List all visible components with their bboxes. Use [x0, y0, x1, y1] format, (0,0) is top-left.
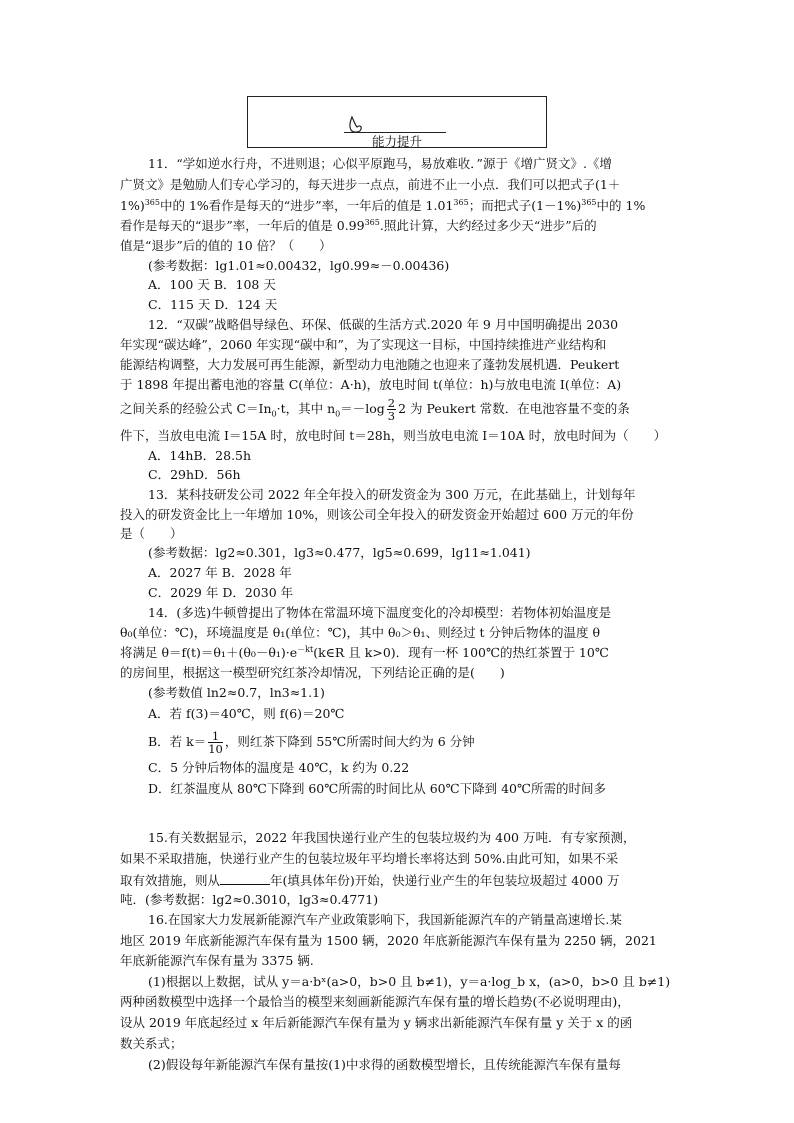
q16-part1-line-1: (1)根据以上数据，试从 y＝a·bˣ(a>0，b>0 且 b≠1)，y＝a·log_b x，(a>0，b>0 且 b≠1) [148, 974, 671, 989]
q12-line-4: 于 1898 年提出蓄电池的容量 C(单位：A·h)，放电时间 t(单位：h)与放电电流 I(单位：A) [120, 377, 622, 392]
q16-line-3: 年底新能源汽车保有量为 3375 辆. [120, 953, 314, 968]
q11-line-3: 1%)$^{365}$中的 1%看作是每天的“进步”率，一年后的值是 1.01$^{365}$；而把式子$(1-1\%)^{365}$中的 1% [120, 197, 646, 213]
q14-line-2: θ₀(单位：℃)，环境温度是 θ₁(单位：℃)，其中 θ₀＞θ₁、则经过 t 分钟后物体的温度 θ [120, 625, 601, 640]
q16-line-2: 地区 2019 年底新能源汽车保有量为 1500 辆，2020 年底新能源汽车保有量为 2250 辆，2021 [120, 933, 657, 948]
q15-line-1: 15.有关数据显示，2022 年我国快递行业产生的包装垃圾约为 400 万吨．有专家预测， [148, 830, 636, 845]
q11-options-cd: C．115 天 D．124 天 [148, 297, 278, 312]
q14-option-c: C．5 分钟后物体的温度是 40℃，k 约为 0.22 [148, 760, 410, 775]
q12-options-cd: C．29hD．56h [148, 467, 241, 482]
q16-part1-line-3: 设从 2019 年底起经过 x 年后新能源汽车保有量为 y 辆求出新能源汽车保有量 y 关于 x 的函 [120, 1015, 633, 1030]
q15-line-4: 吨．(参考数据：lg2≈0.3010，lg3≈0.4771) [120, 892, 379, 907]
q15-line-3: 取有效措施，则从 年(填具体年份)开始，快递行业产生的年包装垃圾超过 4000 万 [120, 873, 620, 888]
q12-options-ab: A．14hB．28.5h [148, 448, 252, 463]
q11-line-2: 广贤文》是勉励人们专心学习的，每天进步一点点，前进不止一小点．我们可以把式子(1＋ [120, 177, 621, 192]
q13-line-2: 投入的研发资金比上一年增加 10%，则该公司全年投入的研发资金开始超过 600 万元的年份 [120, 507, 634, 522]
q12-line-3: 能源结构调整，大力发展可再生能源，新型动力电池随之也迎来了蓬勃发展机遇．Peukert [120, 357, 620, 372]
q14-option-a: A．若 f(3)＝40℃，则 f(6)＝20℃ [148, 706, 345, 721]
q11-line-1: 11．“学如逆水行舟，不进则退；心似平原跑马，易放难收．”源于《增广贤文》.《增 [148, 156, 612, 171]
q15-line-2: 如果不采取措施，快递行业产生的包装垃圾年平均增长率将达到 50%.由此可知，如果不采 [120, 851, 619, 866]
q11-reference: (参考数据：lg1.01≈0.00432，lg0.99≈－0.00436) [148, 258, 450, 273]
q16-line-1: 16.在国家大力发展新能源汽车产业政策影响下，我国新能源汽车的产销量高速增长.某 [148, 912, 622, 927]
q13-line-3: 是（ ） [120, 526, 183, 541]
q11-line-4: 看作是每天的“退步”率，一年后的值是 0.99$^{365}$.照此计算，大约经过多少天“进步”后的 [120, 217, 597, 233]
q14-reference: (参考数值 ln2≈0.7，ln3≈1.1) [148, 685, 325, 700]
q12-line-1: 12．“双碳”战略倡导绿色、环保、低碳的生活方式.2020 年 9 月中国明确提出 2030 [148, 317, 619, 332]
q12-line-5: 之间关系的经验公式 $C=In_0\cdot t$，其中 $n_0=-\log$ $\frac{2}{3}$ 2 为 Peukert 常数．在电池容量不变的条 [120, 396, 630, 423]
q16-part1-line-4: 数关系式； [120, 1036, 183, 1051]
q12-line-2: 年实现“碳达峰”，2060 年实现“碳中和”，为了实现这一目标，中国持续推进产业结构和 [120, 337, 607, 352]
section-header-box [247, 96, 547, 148]
answer-blank[interactable] [220, 872, 270, 885]
q13-reference: (参考数据：lg2≈0.301，lg3≈0.477，lg5≈0.699，lg11≈1.041) [148, 545, 531, 560]
q14-line-1: 14．(多选)牛顿曾提出了物体在常温环境下温度变化的冷却模型：若物体初始温度是 [148, 605, 612, 620]
q13-options-ab: A．2027 年 B．2028 年 [148, 565, 292, 580]
q11-options-ab: A．100 天 B．108 天 [148, 277, 276, 292]
log-base-fraction: $\frac{2}{3}$ [387, 396, 396, 423]
q14-line-3: 将满足 $\theta=f(t)=\theta_1+(\theta_0-\theta_1)\cdot e^{-kt}(k\in R$ 且 k>0)．现有一杯 100℃的热红茶置于 10℃ [120, 644, 609, 660]
q13-options-cd: C．2029 年 D．2030 年 [148, 585, 294, 600]
q14-option-d: D．红茶温度从 80℃下降到 60℃所需的时间比从 60℃下降到 40℃所需的时间多 [148, 781, 606, 796]
q14-option-b: B．若 k＝ $\frac{1}{10}$ ，则红茶下降到 55℃所需时间大约为 6 分钟 [148, 729, 475, 756]
q16-part2-line-1: (2)假设每年新能源汽车保有量按(1)中求得的函数模型增长，且传统能源汽车保有量每 [148, 1057, 621, 1072]
q12-line-6: 件下，当放电电流 I＝15A 时，放电时间 t＝28h，则当放电电流 I＝10A 时，放电时间为（ ） [120, 428, 667, 443]
q16-part1-line-2: 两种函数模型中选择一个最恰当的模型来刻画新能源汽车保有量的增长趋势(不必说明理由)， [120, 994, 630, 1009]
k-fraction: $\frac{1}{10}$ [208, 729, 223, 756]
section-title: 能力提升 [371, 134, 422, 149]
q13-line-1: 13．某科技研发公司 2022 年全年投入的研发资金为 300 万元，在此基础上，计划每年 [148, 487, 636, 502]
q11-line-5: 值是“退步”后的值的 10 倍？（ ） [120, 238, 332, 253]
q14-line-4: 的房间里，根据这一模型研究红茶冷却情况，下列结论正确的是( ) [120, 665, 505, 680]
